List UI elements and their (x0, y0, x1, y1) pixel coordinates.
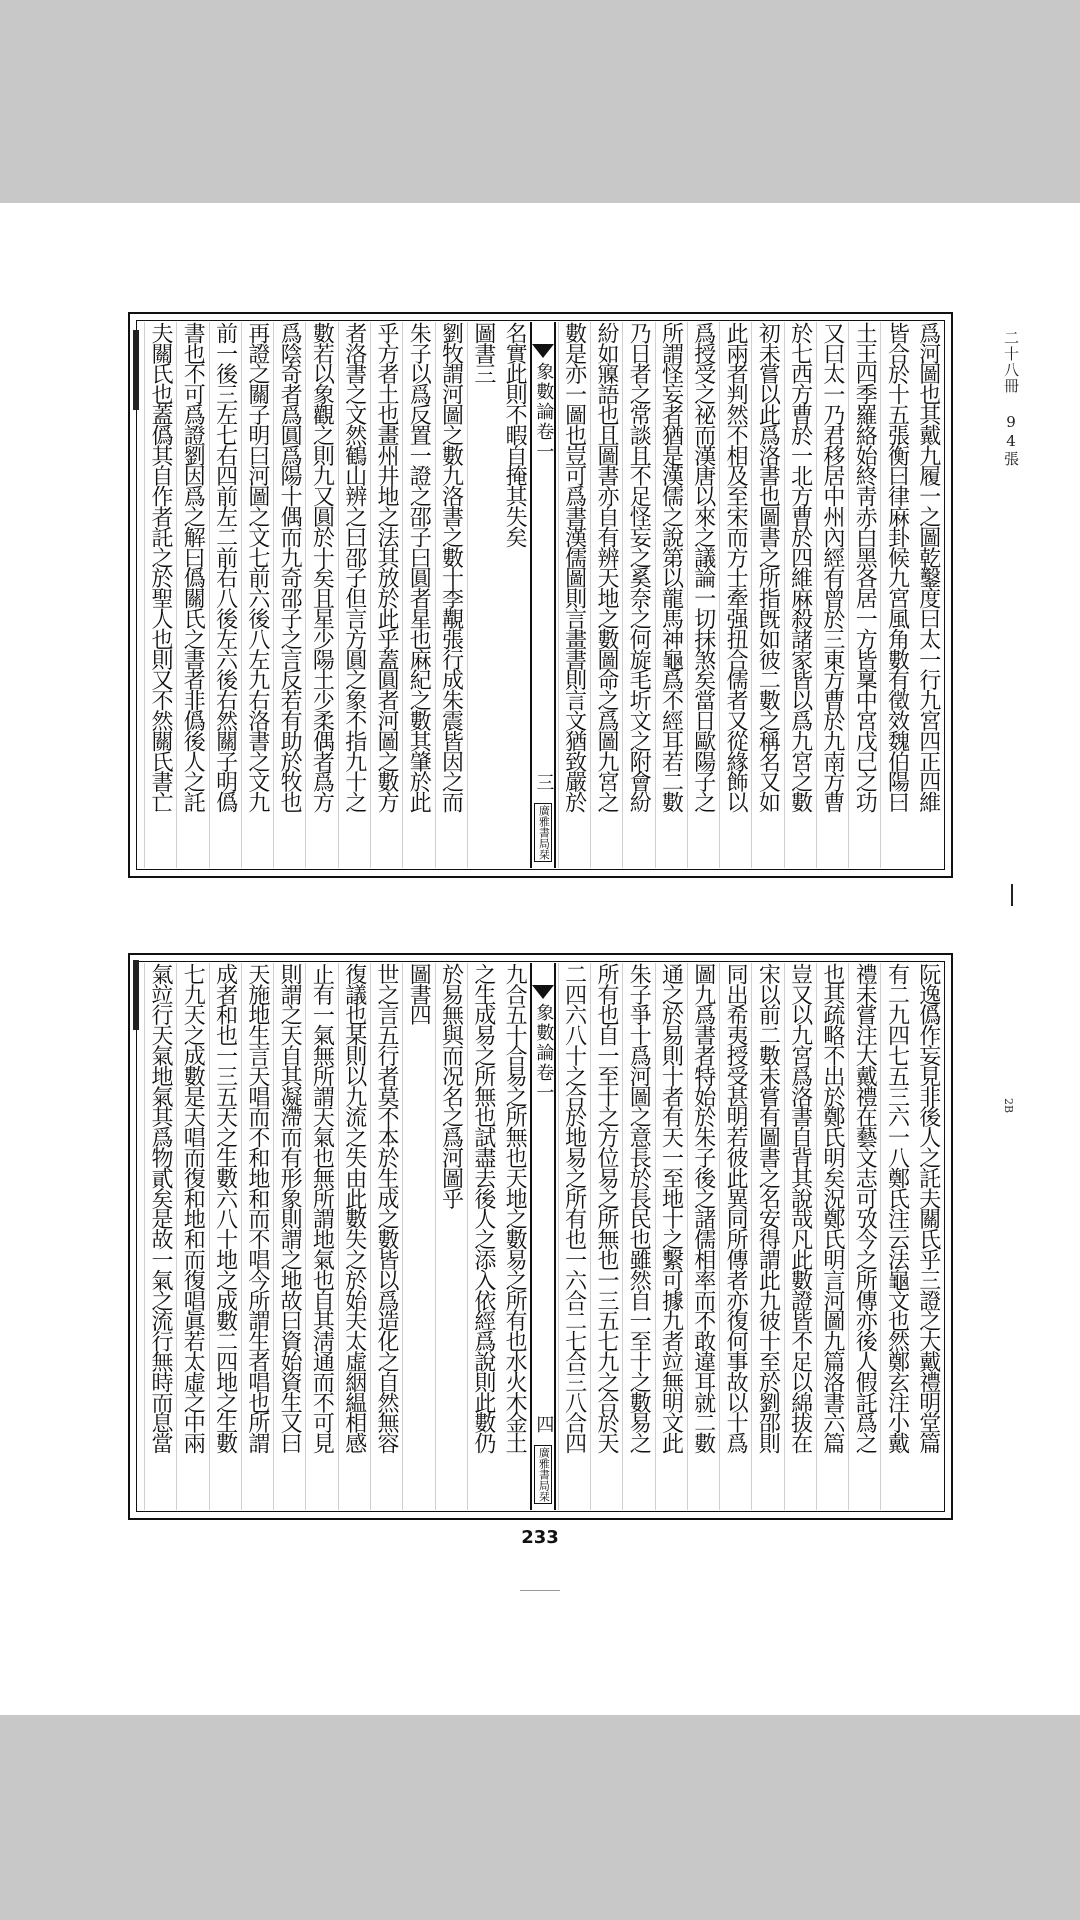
text-column: 圖九爲書者特始於朱子後之諸儒相率而不敢違耳就二數 (687, 963, 718, 1510)
text-column: 又曰太一乃君移居中州內經有曾於三東方曹於九南方曹 (816, 322, 847, 868)
text-column: 書也不可爲證劉因爲之解曰僞關氏之書者非僞後人之託 (176, 322, 207, 868)
leaf-top-columns (144, 322, 943, 868)
text-column: 數若以象觀之則九又圓於十矣且星少陽土少柔偶者爲方 (305, 322, 336, 868)
margin-note: 二十八冊 94張 (1002, 330, 1020, 467)
text-column: 所有也自一至十之方位易之所無也一三五七九之合於天 (590, 963, 621, 1510)
text-column: 名實此則不暇自掩其失矣 (502, 322, 528, 547)
text-column: 紛如寱語也且圖書亦自有辨天地之數圖命之爲圖九宮之 (590, 322, 621, 868)
text-column: 夫關氏也蓋僞其自作者託之於聖人也則又不然關氏書亡 (144, 322, 175, 868)
text-column: 於七西方曹於一北方曹於四維麻殺諸家皆以爲九宮之數 (784, 322, 815, 868)
text-column: 二四六八十之合於地易之所有也一六合二七合三八合四 (558, 963, 589, 1510)
publisher-mark: 廣雅書局栞 (534, 1445, 552, 1504)
text-column: 天施地生言天唱而不和地和而不唱今所謂生者唱也所謂 (241, 963, 272, 1510)
text-column: 於易無與而况名之爲河圖乎 (435, 963, 466, 1510)
page-number: 233 (521, 1527, 559, 1548)
text-column: 也其疏略不出於鄭氏明矣況鄭氏明言河圖九篇洛書六篇 (816, 963, 847, 1510)
text-column: 爲河圖也其戴九履一之圖乾鑿度曰太一行九宮四正四維 (915, 322, 941, 812)
text-column: 阮逸僞作妄見非後人之託夫關氏乎三證之大戴禮明堂篇 (915, 963, 941, 1453)
text-column: 同出希夷授受甚明若彼此異同所傳者亦復何事故以十爲 (719, 963, 750, 1510)
text-column: 世之言五行者莫不本於生成之數皆以爲造化之自然無容 (370, 963, 401, 1510)
text-column: 乎方者土也畫州井地之法其放於此乎蓋圓者河圖之數方 (370, 322, 401, 868)
text-column: 所謂怪妄者猶是漢儒之說第以龍馬神龜爲不經耳若二數 (655, 322, 686, 868)
text-column: 此兩者判然不相及至宋而方士牽强扭合儒者又從緣飾以 (719, 322, 750, 868)
text-column: 則謂之天自其凝滯而有形象則謂之地故曰資始資生又曰 (273, 963, 304, 1510)
spine-mark-bottom (133, 960, 139, 1030)
text-column: 者洛書之文然鶴山辨之曰邵子但言方圓之象不指九十之 (338, 322, 369, 868)
text-column: 再證之關子明曰河圖之文七前六後八左九右洛書之文九 (241, 322, 272, 868)
text-column: 劉牧謂河圖之數九洛書之數十李覯張行成朱震皆因之而 (435, 322, 466, 868)
section-heading: 圖書四 (402, 963, 433, 1510)
margin-dash (1011, 884, 1013, 906)
text-column: 宋以前二數未嘗有圖書之名安得謂此九彼十至於劉邵則 (751, 963, 782, 1510)
text-column: 九合五十合易之所無也天地之數易之所有也水火木金土 (502, 963, 528, 1453)
text-column: 止有一氣無所謂天氣也無所謂地氣也自其淸通而不可見 (305, 963, 336, 1510)
text-column: 成者和也一三五天之生數六八十地之成數二四地之生數 (209, 963, 240, 1510)
text-column: 前一後三左七右四前左二前右八後左六後右然關子明僞 (209, 322, 240, 868)
text-column: 氣竝行天氣地氣其爲物貳矣是故一氣之流行無時而息當 (144, 963, 175, 1510)
text-column: 禮未嘗注大戴禮在藝文志可攷今之所傳亦後人假託爲之 (848, 963, 879, 1510)
fish-tail-mark (532, 344, 554, 358)
text-column: 乃日者之常談且不足怪妄之奚奈之何旋毛圻文之附會紛 (622, 322, 653, 868)
footer-rule (520, 1590, 560, 1591)
text-column: 豈又以九宮爲洛書自背其說哉凡此數證皆不足以綿拔在 (784, 963, 815, 1510)
spine-mark-top (133, 330, 139, 410)
text-column: 通之於易則十者有天一至地十之繫可據九者竝無明文此 (655, 963, 686, 1510)
volume-title: 象數論卷一 (533, 362, 555, 462)
leaf-bottom-columns (144, 963, 943, 1510)
text-column: 數是亦一圖也豈可爲書漢儒圖則言畫書則言文猶致嚴於 (558, 322, 589, 868)
leaf-number: 四 (533, 1415, 555, 1435)
text-column: 之生成易之所無也試盡去後人之添入依經爲說則此數仍 (467, 963, 498, 1510)
center-strip (530, 963, 556, 1510)
text-column: 朱子爭十爲河圖之意長於長民也雖然自一至十之數易之 (622, 963, 653, 1510)
leaf-number: 三 (533, 773, 555, 793)
leaf-bottom (128, 953, 953, 1520)
volume-title: 象數論卷一 (533, 1003, 555, 1103)
margin-mark: 2B (1002, 1098, 1015, 1114)
center-strip (530, 322, 556, 868)
text-column: 皆合於十五張衡曰律麻卦候九宮風角數有徵效魏伯陽曰 (880, 322, 911, 868)
text-column: 初未嘗以此爲洛書也圖書之所指旣如彼二數之稱名又如 (751, 322, 782, 868)
text-column: 土王四季羅絡始終靑赤白黑各居一方皆稟中宮戊己之功 (848, 322, 879, 868)
text-column: 復議也某則以九流之失由此數失之於始夫太虛絪緼相感 (338, 963, 369, 1510)
fish-tail-mark (532, 985, 554, 999)
text-column: 爲授受之祕而漢唐以來之議論一切抹煞矣當日歐陽子之 (687, 322, 718, 868)
text-column: 有二九四七五三六一八鄭氏注云法龜文也然鄭玄注小戴 (880, 963, 911, 1510)
publisher-mark: 廣雅書局栞 (534, 803, 552, 862)
section-heading: 圖書三 (467, 322, 498, 868)
text-column: 七九天之成數是天唱而復和地和而復唱眞若太虛之中兩 (176, 963, 207, 1510)
text-column: 朱子以爲反置一證之邵子曰圓者星也麻紀之數其肇於此 (402, 322, 433, 868)
text-column: 爲陰奇者爲圓爲陽十偶而九奇邵子之言反若有助於牧也 (273, 322, 304, 868)
leaf-top (128, 312, 953, 878)
